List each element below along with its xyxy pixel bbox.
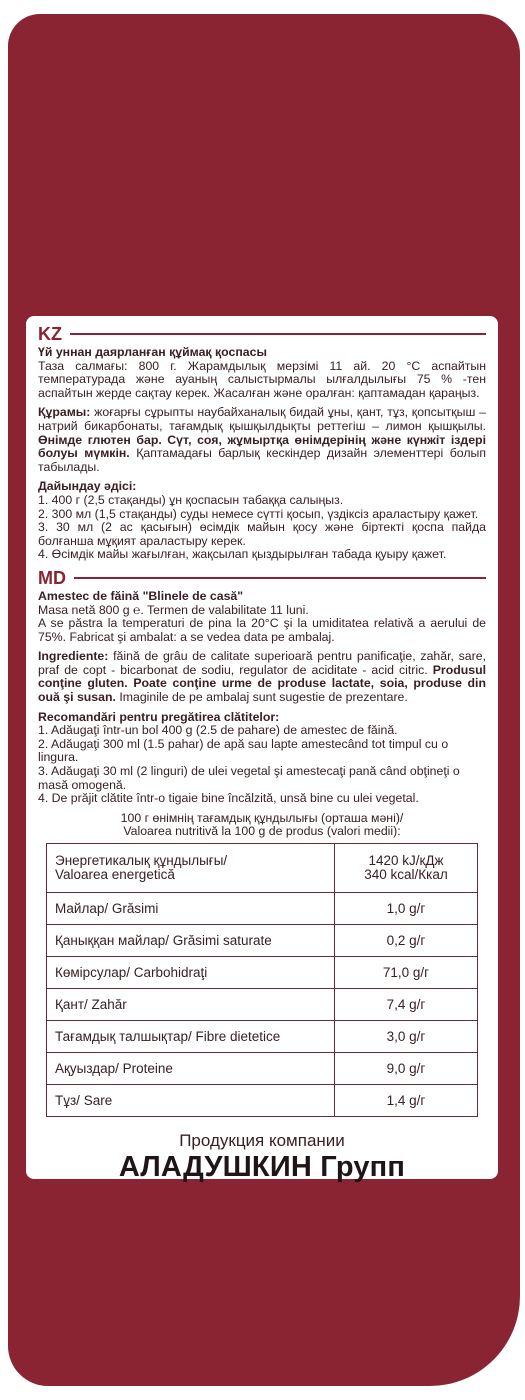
nutrient-value: 7,4 g/г [335,989,478,1021]
kz-composition-label: Құрамы: [38,405,91,420]
md-step-2: 2. Adăugaţi 300 ml (1.5 pahar) de apă sau lapte amestecând tot timpul cu o lingura. [38,736,449,765]
nutrient-label: Қант/ Zahăr [47,989,335,1021]
md-title: Amestec de făină "Blinele de casă" [38,588,244,603]
md-step-3: 3. Adăugaţi 30 ml (2 linguri) de ulei vegetal şi amestecaţi pană când obţineţi o masă omogenă. [38,764,460,792]
kz-step-4: 4. Өсімдік майы жағылған, жақсылап қыздырылған табада қуыру қажет. [38,547,447,562]
md-prep-title: Recomandări pentru pregătirea clătitelor: [38,709,280,724]
table-row [47,989,478,1021]
table-row [47,1021,478,1053]
nutrient-label: Ақуыздар/ Proteine [47,1053,335,1085]
md-ingredients-text: făină de grâu de calitate superioară pentru panificaţie, zahăr, sare, praf de copt - bicarbonat de sodiu, regulator de aciditate - acid citric. [38,649,486,677]
table-row [47,957,478,989]
md-allergen-warning: Produsul conţine gluten. Poate conţine urme de produse lactate, soia, produse din ouă şi susan. [38,662,486,705]
md-mass: Masa netă 800 g ℮. Termen de valabilitate 11 luni. [38,602,309,617]
energy-kcal: 340 kcal/Ккал [364,867,448,882]
md-section-header [38,568,486,588]
nutrient-value: 1,0 g/г [335,893,478,925]
md-divider [74,577,486,579]
nutrient-label: Тұз/ Sare [47,1085,335,1117]
table-row [47,925,478,957]
table-row [47,1085,478,1117]
md-step-1: 1. Adăugaţi într-un bol 400 g (2.5 de pahare) de amestec de făină. [38,723,398,738]
kz-prep-title: Дайындау әдісі: [38,479,137,494]
nutrient-label: Қаныққан майлар/ Grăsimi saturate [47,925,335,957]
kz-section-header [38,324,486,344]
brand-name: АЛАДУШКИН Групп [118,1151,406,1183]
nutrient-value: 3,0 g/г [335,1021,478,1053]
kz-composition [38,406,486,474]
energy-kj: 1420 kJ/кДж [368,853,444,869]
kz-step-2: 2. 300 мл (1,5 стақанды) суды немесе сүтті қосып, үздіксіз араластыру қажет. [38,506,479,521]
md-ingredients [38,650,486,704]
kz-storage-text: Таза салмағы: 800 г. Жарамдылық мерзімі 11 ай. 20 °С аспайтын температурада және ауаның салыстырмалы ылғалдылығы 75 % -тен аспайтын жерде сақтау керек. Жасалған және оралған: қаптамадан қараңыз. [38,358,486,400]
nutrient-value: 0,2 g/г [335,925,478,957]
nutrient-label: Майлар/ Grăsimi [47,893,335,925]
nutrient-label: Тағамдық талшықтар/ Fibre dietetice [47,1021,335,1053]
company-caption: Продукция компании [179,1131,345,1150]
md-design-note: Imaginile de pe ambalaj sunt sugestie de prezentare. [115,690,408,705]
energy-label-kz: Энергетикалық құндылығы/ [55,853,228,869]
kz-design-note: Қаптамадағы барлық кескіндер дизайн элементтері болып табылады. [38,446,486,474]
kz-code: KZ [38,324,62,344]
md-storage: A se păstra la temperaturi de pina la 20°C şi la umiditatea relativă a aerului de 75%. Fabricat şi ambalat: a se vedea data pe ambalaj. [38,616,486,644]
kz-allergen-warning: Өнімде глютен бар. Сүт, соя, жұмыртқа өнімдерінің және күнжіт іздері болуы мүмкін. [38,432,486,461]
nutrient-label: Көмірсулар/ Carbohidraţi [47,957,335,989]
nutrition-table [46,843,478,1117]
md-step-4: 4. De prăjit clătite într-o tigaie bine încălzită, unsă bine cu ulei vegetal. [38,791,419,806]
nutrient-value: 1,4 g/г [335,1085,478,1117]
energy-value-cell [335,844,478,893]
energy-label-cell [47,844,335,893]
nutrient-value: 71,0 g/г [335,957,478,989]
table-row [47,844,478,893]
label-panel [26,316,498,1183]
nutrient-value: 9,0 g/г [335,1053,478,1085]
kz-step-1: 1. 400 г (2,5 стақанды) ұн қоспасын табаққа салыңыз. [38,492,344,507]
table-row [47,1053,478,1085]
kz-title: Үй уннан даярланған құймақ қоспасы [38,345,267,359]
kz-divider [70,333,486,335]
nutrition-header-kz: 100 г өнімнің тағамдық құндылығы (орташа мәні)/ [120,810,404,825]
kz-step-3: 3. 30 мл (2 ас қасығын) өсімдік майын қосу және біртекті қоспа пайда болғанша мұқият араластыру керек. [38,520,486,548]
energy-label-md: Valoarea energetică [55,867,175,882]
nutrition-header-md: Valoarea nutritivă la 100 g de produs (valori medii): [123,824,401,839]
table-row [47,893,478,925]
md-code: MD [38,567,66,588]
md-ingredients-label: Ingrediente: [38,649,109,664]
kz-composition-text: жоғарғы сұрыпты наубайханалық бидай ұны, қант, тұз, қопсытқыш – натрий бикарбонаты, тағамдық қышқылдықты реттегіш – лимон қышқылы. [38,405,486,433]
